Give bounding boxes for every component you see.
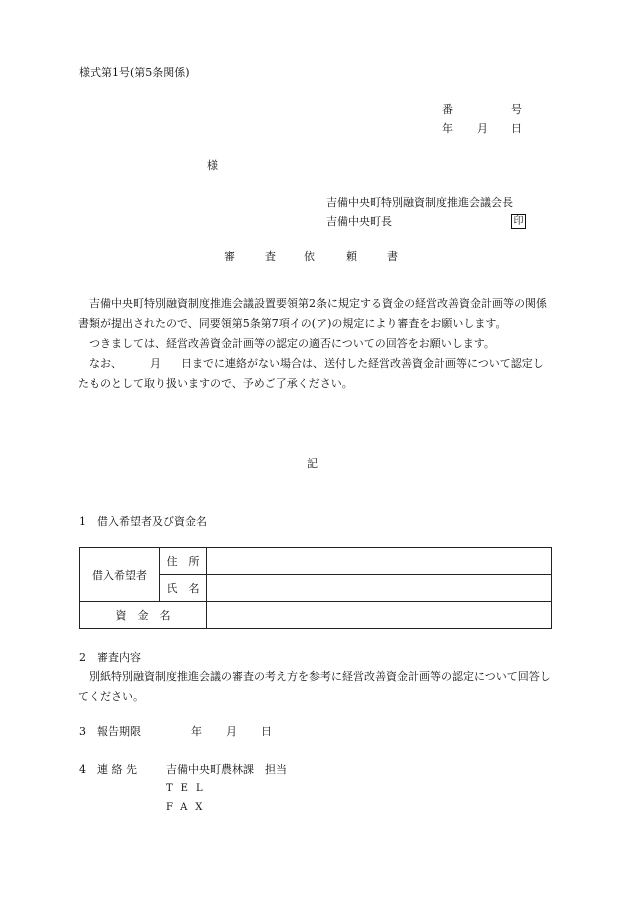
name-label: 氏 名 bbox=[160, 575, 207, 602]
sender-mayor: 吉備中央町長 bbox=[326, 215, 392, 228]
section3-heading: 3 報告期限 bbox=[79, 725, 141, 738]
contact-tel: TEL bbox=[166, 783, 211, 794]
section4-heading: 4 連 絡 先 bbox=[79, 763, 137, 776]
title-char-3: 依 bbox=[304, 250, 315, 263]
seal-icon: 印 bbox=[511, 214, 526, 229]
title-char-4: 頼 bbox=[346, 250, 357, 263]
form-number: 様式第1号(第5条関係) bbox=[79, 66, 190, 79]
section1-heading: 1 借入希望者及び資金名 bbox=[79, 515, 207, 528]
section2-heading: 2 審査内容 bbox=[79, 651, 141, 664]
fund-label: 資 金 名 bbox=[80, 602, 207, 629]
body-paragraph-2: つきましては、経営改善資金計画等の認定の適否についての回答をお願いします。 bbox=[89, 337, 495, 350]
body-p3-month: 月 bbox=[150, 357, 161, 370]
seal-mark bbox=[507, 214, 526, 229]
ki-mark: 記 bbox=[307, 457, 318, 470]
document-number-suffix: 号 bbox=[511, 103, 522, 116]
address-label: 住 所 bbox=[160, 548, 207, 575]
section2-text-block bbox=[78, 667, 552, 707]
title-char-5: 書 bbox=[387, 250, 398, 263]
addressee-honorific: 様 bbox=[207, 159, 218, 172]
body-text bbox=[78, 294, 552, 394]
deadline-year: 年 bbox=[191, 725, 202, 738]
contact-department: 吉備中央町農林課 担当 bbox=[166, 763, 287, 776]
document-number-label: 番 bbox=[442, 103, 453, 116]
sender-line2 bbox=[326, 215, 392, 229]
contact-fax: FAX bbox=[166, 802, 211, 813]
sender-line1: 吉備中央町特別融資制度推進会議会長 bbox=[326, 196, 513, 209]
section2-text: 別紙特別融資制度推進会議の審査の考え方を参考に経営改善資金計画等の認定について回答してください。 bbox=[78, 670, 551, 703]
fund-value bbox=[207, 602, 552, 629]
date-year: 年 bbox=[442, 122, 453, 135]
deadline-day: 日 bbox=[261, 725, 272, 738]
body-paragraph-3 bbox=[78, 354, 552, 394]
body-paragraph-1: 吉備中央町特別融資制度推進会議設置要領第2条に規定する資金の経営改善資金計画等の関係書類が提出されたので、同要領第5条第7項イの(ア)の規定により審査をお願いします。 bbox=[78, 297, 547, 330]
body-p3-rest: 日までに連絡がない場合は、送付した経営改善資金計画等について認定したものとして取り扱いますので、予めご了承ください。 bbox=[78, 357, 544, 390]
date-day: 日 bbox=[511, 122, 522, 135]
title-char-1: 審 bbox=[224, 250, 235, 263]
body-p3-lead: なお、 bbox=[89, 357, 122, 370]
address-value bbox=[207, 548, 552, 575]
name-value bbox=[207, 575, 552, 602]
applicant-table bbox=[79, 547, 552, 629]
date-month: 月 bbox=[477, 122, 488, 135]
applicant-label: 借入希望者 bbox=[80, 548, 160, 602]
deadline-month: 月 bbox=[226, 725, 237, 738]
title-char-2: 査 bbox=[265, 250, 276, 263]
